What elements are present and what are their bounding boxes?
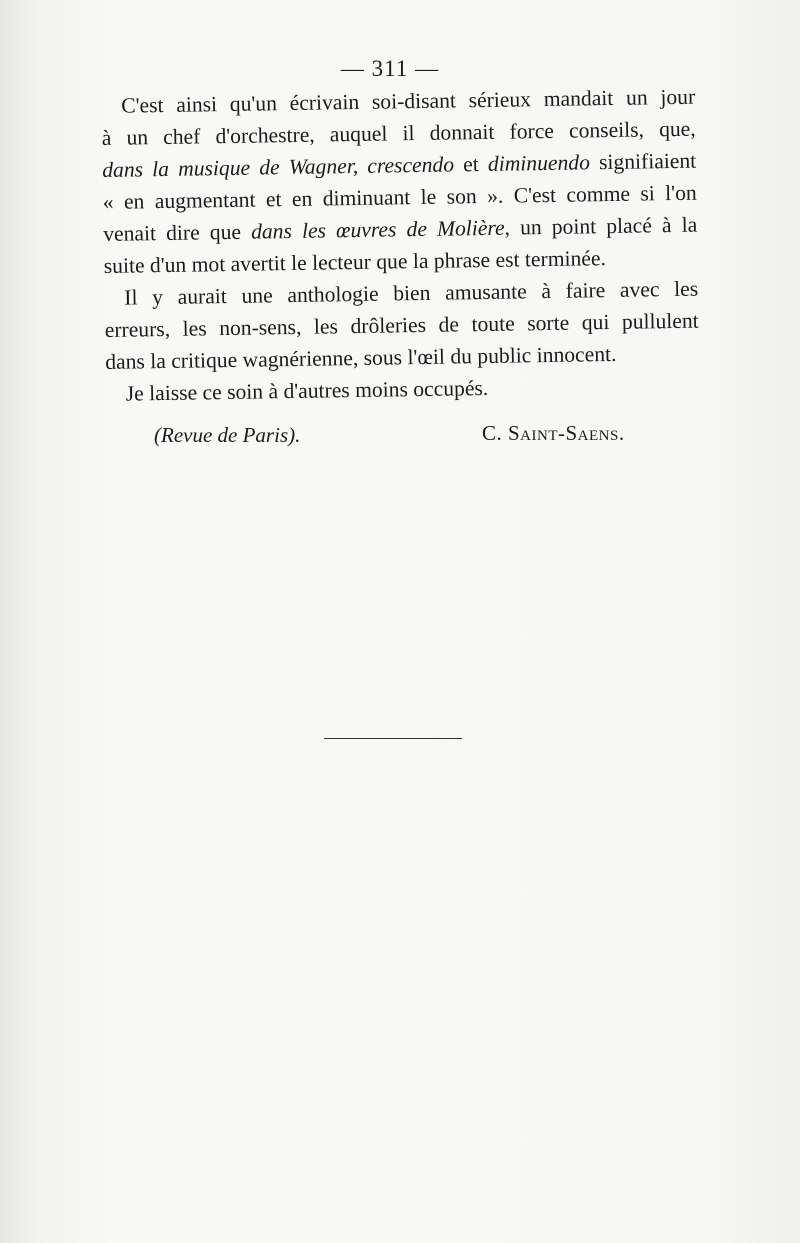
text-line: suite d'un mot avertit le lecteur que la phrase est terminée. <box>103 246 607 278</box>
text-line: erreurs, les non-sens, les drôleries de toute sorte qui pullulent <box>104 308 699 342</box>
text-fragment: un point placé à la <box>519 212 698 240</box>
author-signature: C. Saint-Saens. <box>482 421 625 445</box>
text-line: Il y aurait une anthologie bien amusante à faire avec les <box>124 276 699 310</box>
text-fragment: et <box>462 152 479 177</box>
text-fragment: signifiaient <box>598 148 697 175</box>
text-fragment: venait dire que <box>103 219 242 246</box>
end-rule-divider <box>324 738 462 739</box>
text-line: à un chef d'orchestre, auquel il donnait force conseils, que, <box>101 116 696 150</box>
page-number: — 311 — <box>340 56 440 81</box>
italic-phrase: crescendo <box>367 152 455 178</box>
italic-phrase: dans la musique de Wagner, <box>102 153 359 182</box>
text-line: dans la critique wagnérienne, sous l'œil du public innocent. <box>105 341 617 374</box>
source-citation: (Revue de Paris). <box>154 423 301 447</box>
body-text <box>101 81 700 410</box>
signature-line <box>0 423 800 459</box>
text-line: Je laisse ce soin à d'autres moins occupés. <box>125 375 489 406</box>
text-line: « en augmentant et en diminuant le son ». C'est comme si l'on <box>102 180 697 214</box>
italic-phrase: dans les œuvres de Molière, <box>250 215 511 244</box>
italic-phrase: diminuendo <box>487 150 591 176</box>
text-line: C'est ainsi qu'un écrivain soi-disant sérieux mandait un jour <box>121 84 696 118</box>
